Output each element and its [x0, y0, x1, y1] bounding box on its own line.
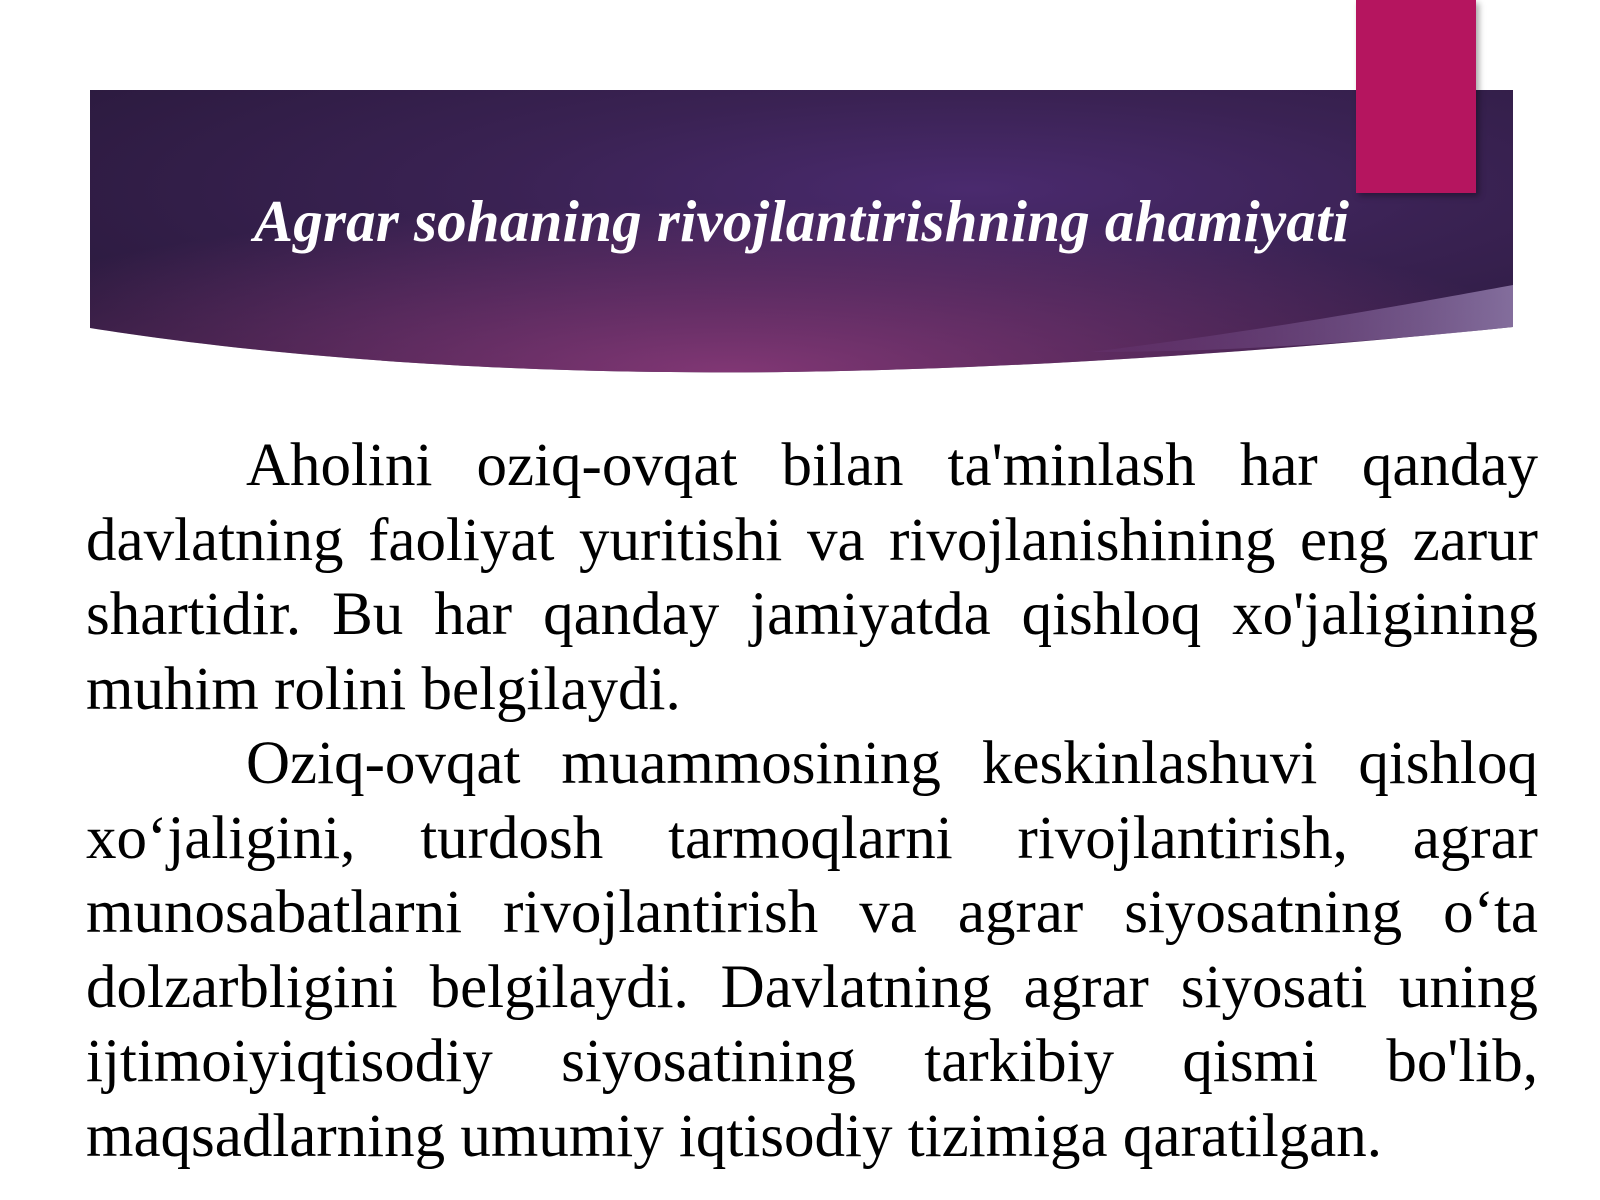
slide-body — [86, 429, 1538, 1174]
accent-tab — [1356, 0, 1476, 193]
body-paragraph-2: Oziq-ovqat muammosining keskinlashuvi qishloq xo‘jaligini, turdosh tarmoqlarni rivojlantirish, agrar munosabatlarni rivojlantirish va agrar siyosatning o‘ta dolzarbligini belgilaydi. Davlatning agrar siyosati uning ijtimoiyiqtisodiy siyosatining tarkibiy qismi bo'lib, maqsadlarning umumiy iqtisodiy tizimiga qaratilgan. — [86, 730, 1538, 1170]
slide-title: Agrar sohaning rivojlantirishning ahamiyati — [253, 188, 1350, 254]
body-paragraph-1: Aholini oziq-ovqat bilan ta'minlash har qanday davlatning faoliyat yuritishi va rivojlanishining eng zarur shartidir. Bu har qanday jamiyatda qishloq xo'jaligining muhim rolini belgilaydi. — [86, 432, 1538, 723]
